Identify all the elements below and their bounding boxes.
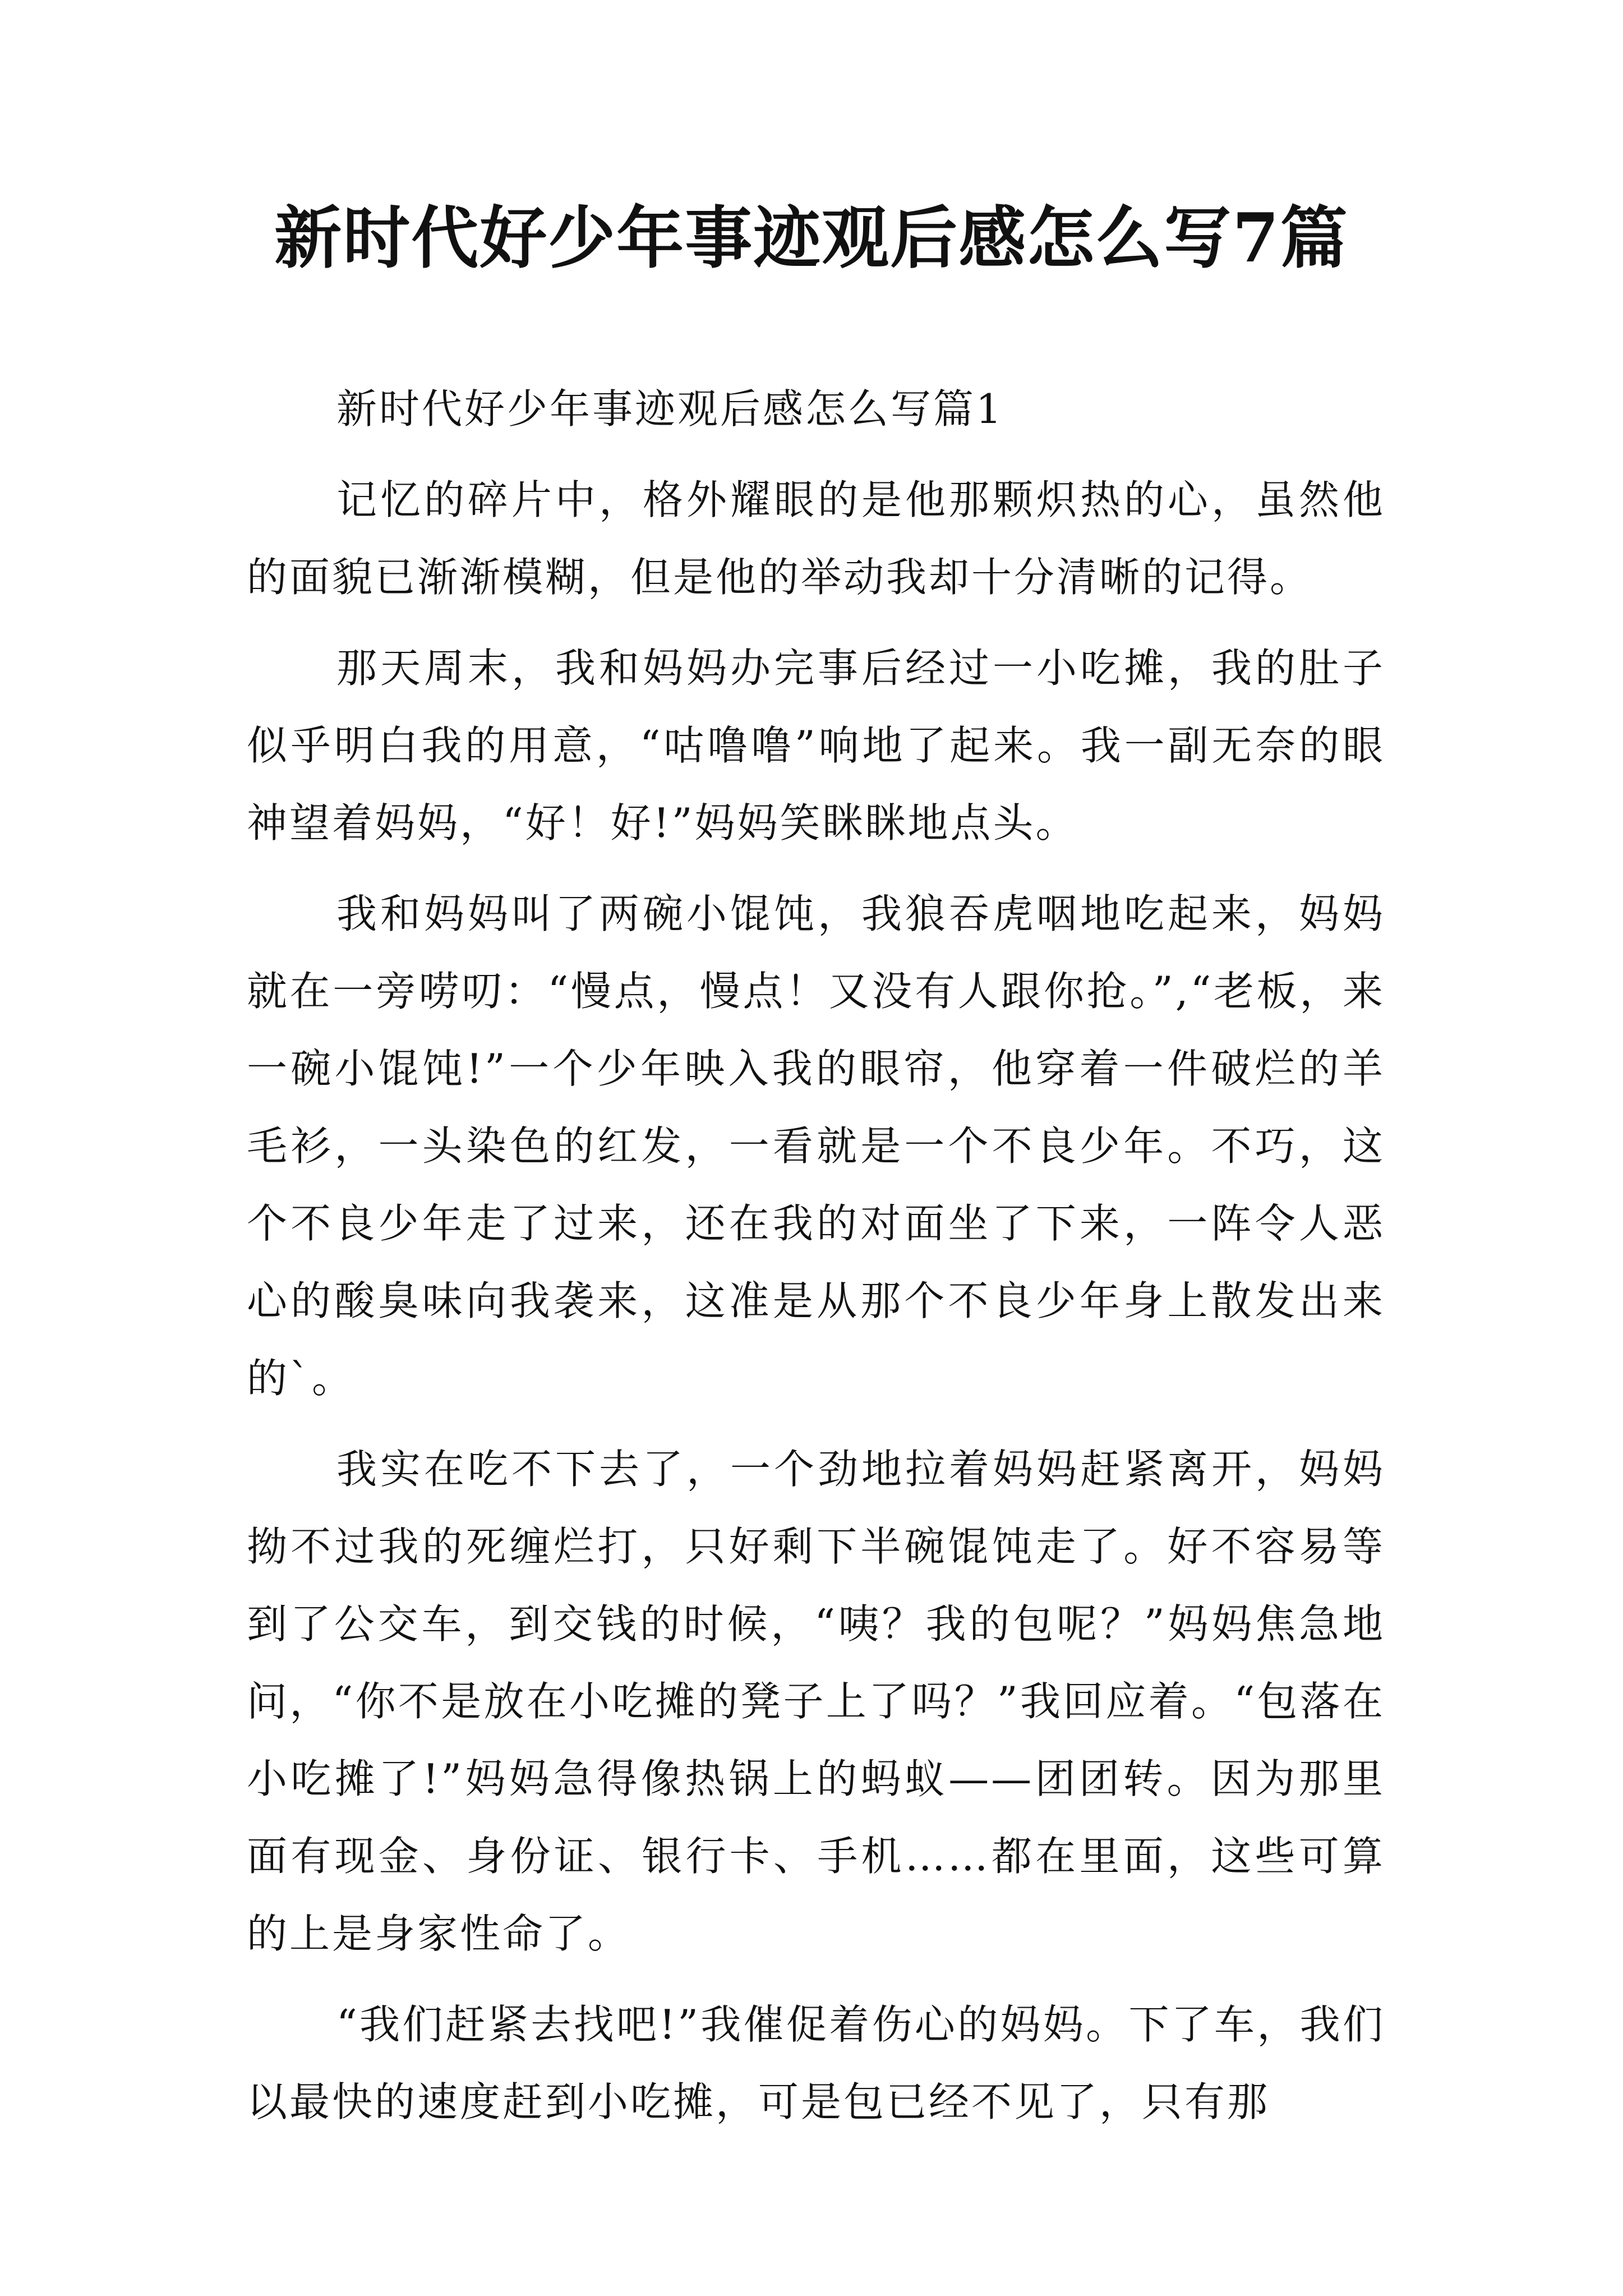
paragraph: “我们赶紧去找吧!”我催促着伤心的妈妈。下了车，我们以最快的速度赶到小吃摊，可是包已经不见了，只有那: [247, 2001, 1385, 2125]
section-heading: 新时代好少年事迹观后感怎么写篇1: [336, 385, 1004, 432]
paragraph: 我和妈妈叫了两碗小馄饨，我狼吞虎咽地吃起来，妈妈就在一旁唠叨：“慢点，慢点！又没有人跟你抢。”,“老板，来一碗小馄饨!”一个少年映入我的眼帘，他穿着一件破烂的羊毛衫，一头染色的红发，一看就是一个不良少年。不巧，这个不良少年走了过来，还在我的对面坐了下来，一阵令人恶心的酸臭味向我袭来，这准是从那个不良少年身上散发出来的`。: [247, 890, 1385, 1402]
document-body: [247, 370, 1385, 2154]
paragraph: 我实在吃不下去了，一个劲地拉着妈妈赶紧离开，妈妈拗不过我的死缠烂打，只好剩下半碗馄饨走了。好不容易等到了公交车，到交钱的时候，“咦？我的包呢？”妈妈焦急地问，“你不是放在小吃摊的凳子上了吗？”我回应着。“包落在小吃摊了!”妈妈急得像热锅上的蚂蚁——团团转。因为那里面有现金、身份证、银行卡、手机……都在里面，这些可算的上是身家性命了。: [247, 1446, 1385, 1957]
document-title: 新时代好少年事迹观后感怎么写7篇: [274, 199, 1349, 278]
paragraph: 那天周末，我和妈妈办完事后经过一小吃摊，我的肚子似乎明白我的用意，“咕噜噜”响地了起来。我一副无奈的眼神望着妈妈，“好！好!”妈妈笑眯眯地点头。: [247, 645, 1385, 846]
paragraph: 记忆的碎片中，格外耀眼的是他那颗炽热的心，虽然他的面貌已渐渐模糊，但是他的举动我却十分清晰的记得。: [247, 476, 1385, 601]
